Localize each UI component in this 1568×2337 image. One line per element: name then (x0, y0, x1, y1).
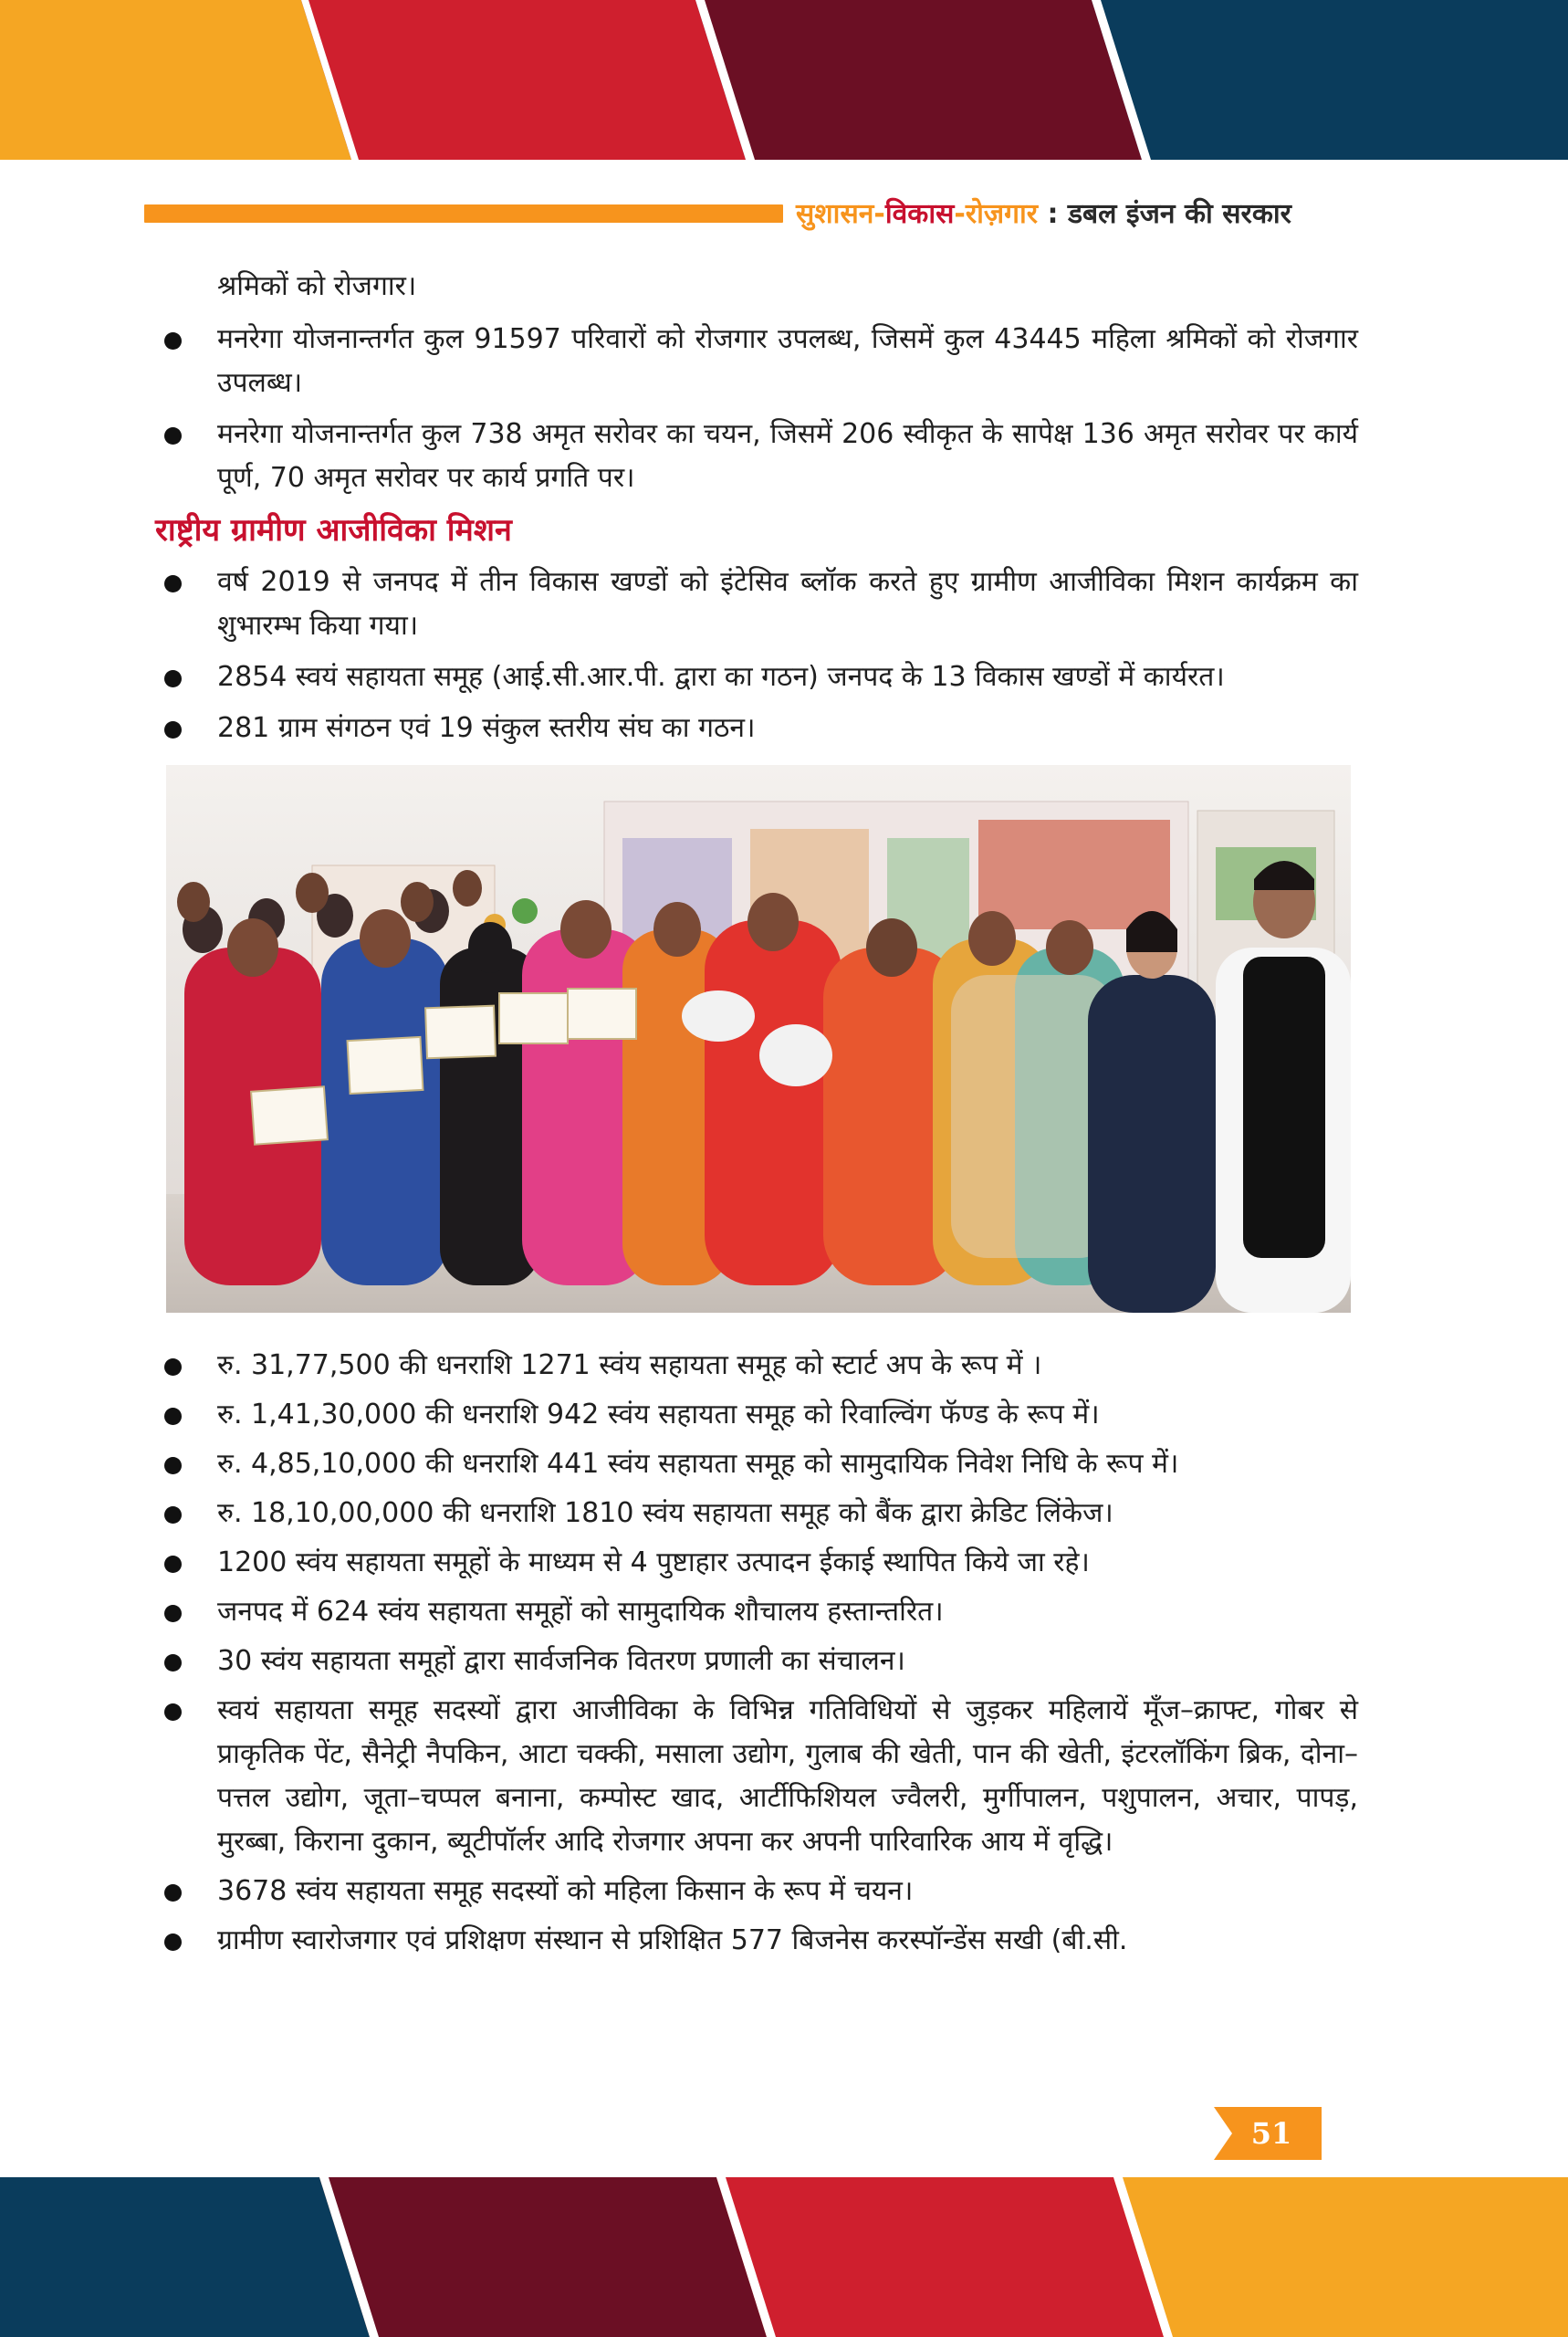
header-title-part: सुशासन- (796, 198, 885, 230)
page-content (157, 265, 1358, 1968)
list-item-text: 30 स्वंय सहायता समूहों द्वारा सार्वजनिक वितरण प्रणाली का संचालन। (217, 1645, 905, 1677)
bullet-icon (164, 1556, 182, 1573)
bullet-icon (164, 1934, 182, 1951)
list-item-text: रु. 4,85,10,000 की धनराशि 441 स्वंय सहायता समूह को सामुदायिक निवेश निधि के रूप में। (217, 1448, 1179, 1480)
list-item (157, 561, 1358, 648)
list-item-text: वर्ष 2019 से जनपद में तीन विकास खण्डों को इंटेसिव ब्लॉक करते हुए ग्रामीण आजीविका मिशन कार्यक्रम का शुभारम्भ किया गया। (217, 566, 1358, 642)
bullet-icon (164, 1605, 182, 1622)
list-item (157, 1689, 1358, 1864)
list-item-text: रु. 31,77,500 की धनराशि 1271 स्वंय सहायता समूह को स्टार्ट अप के रूप में । (217, 1349, 1042, 1381)
top-decorative-band (0, 0, 1568, 160)
list-item-text: ग्रामीण स्वारोजगार एवं प्रशिक्षण संस्थान से प्रशिक्षित 577 बिजनेस करस्पॉन्डेंस सखी (बी.सी. (217, 1924, 1128, 1956)
list-item (157, 1870, 1358, 1913)
list-item (157, 1393, 1358, 1437)
section-heading: राष्ट्रीय ग्रामीण आजीविका मिशन (155, 512, 512, 549)
bullet-icon (164, 1457, 182, 1474)
list-item-text: 3678 स्वंय सहायता समूह सदस्यों को महिला किसान के रूप में चयन। (217, 1875, 914, 1907)
list-item-text: मनरेगा योजनान्तर्गत कुल 91597 परिवारों को रोजगार उपलब्ध, जिसमें कुल 43445 महिला श्रमिकों को रोजगार उपलब्ध। (217, 323, 1358, 399)
bullet-icon (164, 1506, 182, 1524)
bullet-icon (164, 1884, 182, 1902)
list-item-text: मनरेगा योजनान्तर्गत कुल 738 अमृत सरोवर का चयन, जिसमें 206 स्वीकृत के सापेक्ष 136 अमृत सरोवर पर कार्य पूर्ण, 70 अमृत सरोवर पर कार्य प्रगति पर। (217, 418, 1358, 494)
header-rule (144, 204, 783, 223)
event-photo (166, 765, 1351, 1313)
list-item (157, 1590, 1358, 1634)
bullet-icon (164, 1408, 182, 1425)
list-item (157, 1919, 1358, 1963)
list-item (157, 413, 1358, 500)
list-item-text: जनपद में 624 स्वंय सहायता समूहों को सामुदायिक शौचालय हस्तान्तरित। (217, 1596, 944, 1628)
list-item-text: रु. 18,10,00,000 की धनराशि 1810 स्वंय सहायता समूह को बैंक द्वारा क्रेडिट लिंकेज। (217, 1497, 1113, 1529)
list-item (157, 1344, 1358, 1388)
list-item (157, 1442, 1358, 1486)
bullet-icon (164, 332, 182, 350)
list-item (157, 1541, 1358, 1585)
bullet-icon (164, 427, 182, 445)
header-title-part: विकास (884, 198, 955, 230)
header-title-part: -रोज़गार (954, 198, 1039, 230)
list-item-text: 281 ग्राम संगठन एवं 19 संकुल स्तरीय संघ का गठन। (217, 712, 756, 744)
page-number: 51 (1250, 2116, 1292, 2151)
page-number-badge (1214, 2107, 1329, 2160)
list-item (157, 1640, 1358, 1683)
bullet-icon (164, 1654, 182, 1672)
bullet-icon (164, 1703, 182, 1721)
list-item (157, 1492, 1358, 1535)
intro-text: श्रमिकों को रोजगार। (217, 270, 417, 302)
header-title-part: : डबल इंजन की सरकार (1038, 198, 1291, 230)
list-item-text: 2854 स्वयं सहायता समूह (आई.सी.आर.पी. द्वारा का गठन) जनपद के 13 विकास खण्डों में कार्यरत। (217, 661, 1225, 693)
bullet-icon (164, 721, 182, 739)
list-item-text: रु. 1,41,30,000 की धनराशि 942 स्वंय सहायता समूह को रिवाल्विंग फॅण्ड के रूप में। (217, 1399, 1100, 1430)
list-item (157, 655, 1358, 699)
bullet-icon (164, 670, 182, 687)
header-title (796, 194, 1435, 231)
bullet-icon (164, 575, 182, 592)
list-item (157, 318, 1358, 405)
bullet-list-bottom (157, 1344, 1358, 1963)
bottom-decorative-band (0, 2177, 1568, 2337)
bullet-list-mission (157, 561, 1358, 750)
bullet-list-top (157, 318, 1358, 500)
list-item-text: 1200 स्वंय सहायता समूहों के माध्यम से 4 पुष्टाहार उत्पादन ईकाई स्थापित किये जा रहे। (217, 1546, 1090, 1578)
bullet-icon (164, 1358, 182, 1376)
list-item-text: स्वयं सहायता समूह सदस्यों द्वारा आजीविका के विभिन्न गतिविधियों से जुड़कर महिलायें मूँज–क्राफ्ट, गोबर से प्राकृतिक पेंट, सैनेट्री नैपकिन, आटा चक्की, मसाला उद्योग, गुलाब की खेती, पान की खेती, इंटरलॉकिंग ब्रिक, दोना–पत्तल उद्योग, जूता–चप्पल बनाना, कम्पोस्ट खाद, आर्टीफिशियल ज्वैलरी, मुर्गीपालन, पशुपालन, अचार, पापड़, मुरब्बा, किराना दुकान, ब्यूटीपॉर्लर आदि रोजगार अपना कर अपनी पारिवारिक आय में वृद्धि। (217, 1694, 1358, 1858)
list-item (157, 707, 1358, 750)
